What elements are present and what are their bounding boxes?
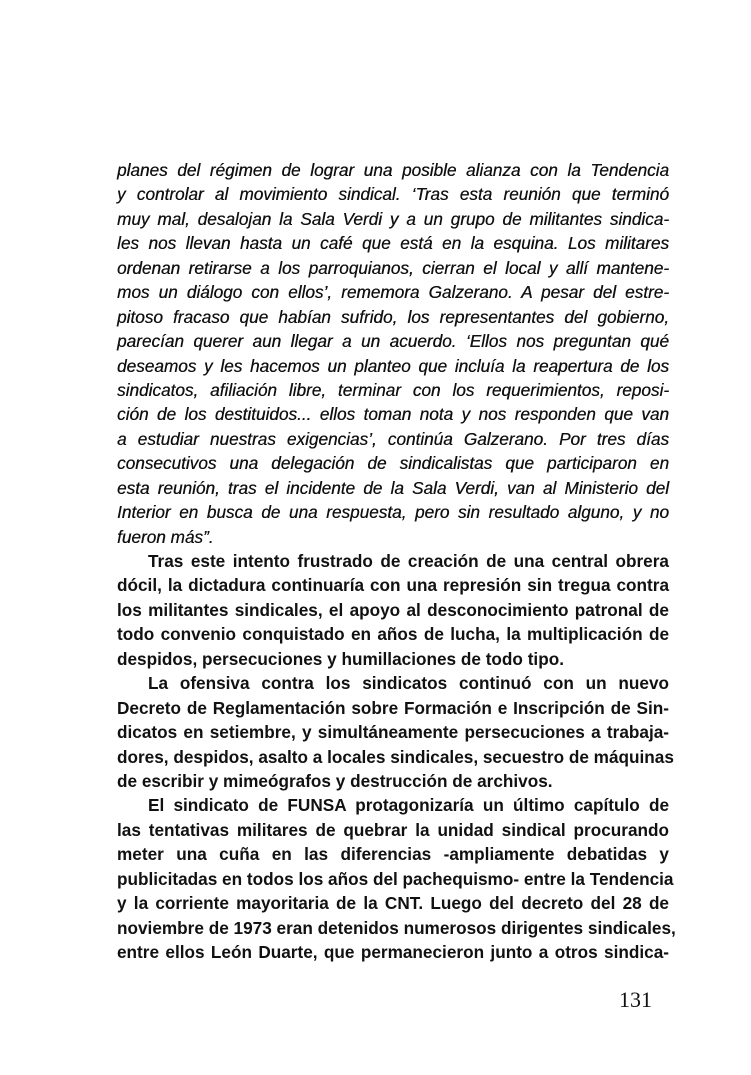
text-line: dócil, la dictadura continuaría con una represión sin tregua contra — [117, 575, 669, 596]
book-page-text — [117, 158, 676, 964]
paragraph — [117, 671, 674, 793]
text-line: muy mal, desalojan la Sala Verdi y a un grupo de militantes sindica- — [117, 208, 669, 229]
text-line: dores, despidos, asalto a locales sindicales, secuestro de máquinas — [117, 746, 674, 767]
text-line: publicitadas en todos los años del pachequismo- entre la Tendencia — [117, 868, 674, 889]
text-line: meter una cuña en las diferencias -ampliamente debatidas y — [117, 844, 669, 865]
text-line: Decreto de Reglamentación sobre Formación e Inscripción de Sin- — [117, 697, 669, 718]
text-line: les nos llevan hasta un café que está en la esquina. Los militares — [117, 233, 669, 254]
text-line: Tras este intento frustrado de creación de una central obrera — [148, 551, 669, 571]
text-line: entre ellos León Duarte, que permanecieron junto a otros sindica- — [117, 942, 669, 962]
text-line: despidos, persecuciones y humillaciones de todo tipo. — [117, 648, 564, 669]
text-line: dicatos en setiembre, y simultáneamente persecuciones a trabaja- — [117, 722, 669, 743]
text-line: y la corriente mayoritaria de la CNT. Luego del decreto del 28 de — [117, 893, 669, 914]
text-line: todo convenio conquistado en años de lucha, la multiplicación de — [117, 624, 669, 645]
text-line: sindicatos, afiliación libre, terminar con los requerimientos, reposi- — [117, 379, 669, 400]
text-line: ordenan retirarse a los parroquianos, cierran el local y allí mantene- — [117, 257, 669, 278]
paragraph — [117, 793, 676, 964]
text-line: La ofensiva contra los sindicatos continuó con un nuevo — [148, 673, 669, 694]
text-line: fueron más”. — [117, 526, 214, 547]
text-line: de escribir y mimeógrafos y destrucción de archivos. — [117, 770, 553, 791]
text-line: pitoso fracaso que habían sufrido, los representantes del gobierno, — [117, 306, 669, 327]
quoted-testimony-block — [117, 158, 669, 549]
text-line: parecían querer aun llegar a un acuerdo. ‘Ellos nos preguntan qué — [117, 331, 669, 352]
text-line: El sindicato de FUNSA protagonizaría un último capítulo de — [148, 795, 669, 816]
text-line: esta reunión, tras el incidente de la Sala Verdi, van al Ministerio del — [117, 477, 669, 498]
text-line: mos un diálogo con ellos’, rememora Galzerano. A pesar del estre- — [117, 282, 669, 303]
text-line: deseamos y les hacemos un planteo que incluía la reapertura de los — [117, 355, 669, 376]
text-line: a estudiar nuestras exigencias’, continúa Galzerano. Por tres días — [117, 428, 669, 449]
body-paragraphs — [117, 549, 676, 964]
text-line: ción de los destituidos... ellos toman nota y nos responden que van — [117, 404, 669, 425]
text-line: planes del régimen de lograr una posible alianza con la Tendencia — [117, 160, 669, 180]
paragraph — [117, 549, 669, 671]
text-line: los militantes sindicales, el apoyo al desconocimiento patronal de — [117, 599, 669, 620]
text-line: las tentativas militares de quebrar la unidad sindical procurando — [117, 819, 669, 840]
text-line: y controlar al movimiento sindical. ‘Tras esta reunión que terminó — [117, 184, 669, 205]
text-line: consecutivos una delegación de sindicalistas que participaron en — [117, 453, 669, 474]
text-line: Interior en busca de una respuesta, pero sin resultado alguno, y no — [117, 502, 669, 523]
page-number: 131 — [619, 987, 652, 1012]
text-line: noviembre de 1973 eran detenidos numerosos dirigentes sindicales, — [117, 917, 676, 938]
